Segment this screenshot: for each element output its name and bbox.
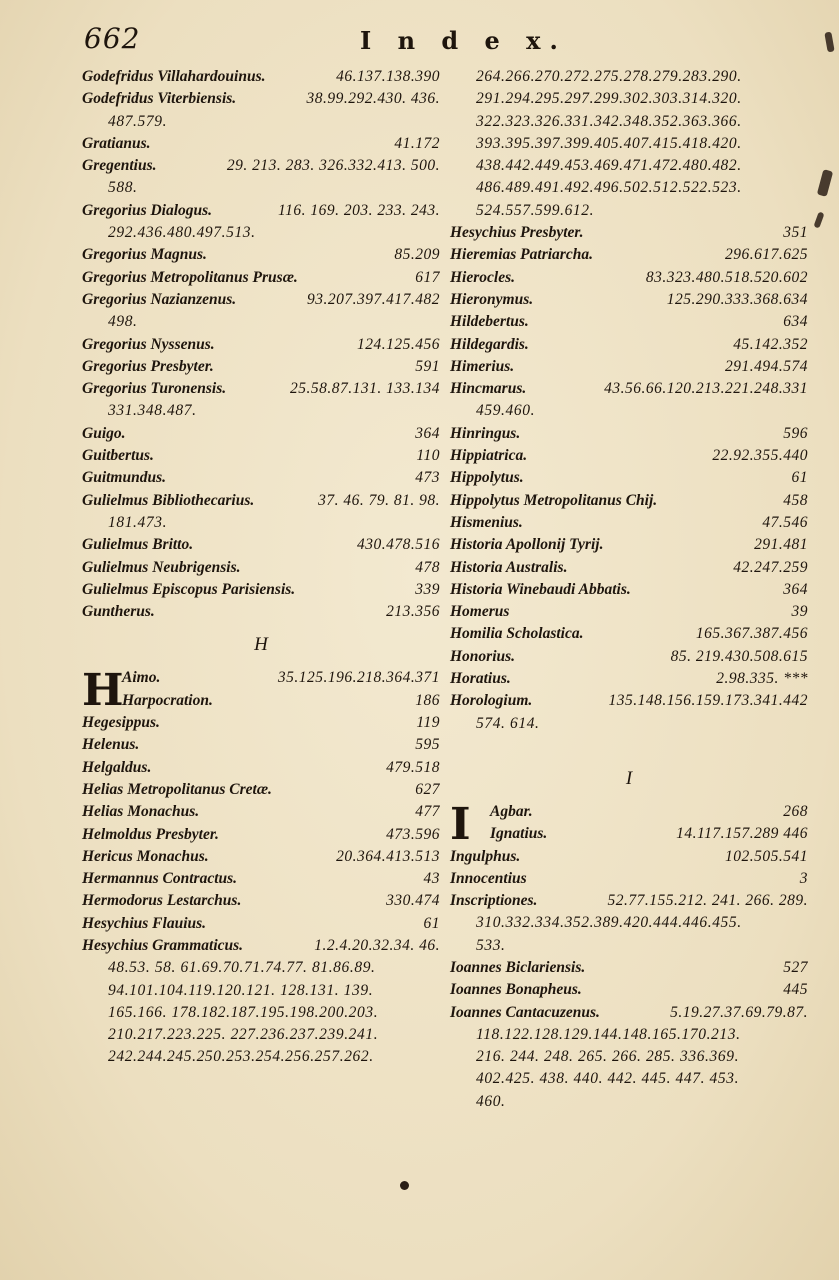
entry-refs: 473 <box>415 469 440 487</box>
index-entry <box>490 823 808 845</box>
entry-name: Hinringus. <box>450 424 521 442</box>
section-i-opening <box>450 798 808 850</box>
entry-name: Helias Metropolitanus Cretæ. <box>82 780 272 798</box>
entry-refs-continued: 165.166. 178.182.187.195.198.200.203. <box>108 1003 379 1021</box>
entry-name: Gregorius Magnus. <box>82 246 207 264</box>
entry-name: Historia Winebaudi Abbatis. <box>450 580 631 598</box>
entry-name: Gregorius Turonensis. <box>82 380 227 398</box>
entry-refs: 37. 46. 79. 81. 98. <box>318 491 440 509</box>
entry-refs: 47.546 <box>762 513 808 531</box>
index-entry <box>82 289 440 311</box>
index-entry <box>450 222 808 244</box>
entry-refs: 61 <box>423 914 440 932</box>
entry-refs-continued: 459.460. <box>476 402 536 420</box>
index-entry <box>82 356 440 378</box>
entry-refs: 124.125.456 <box>357 335 440 353</box>
entry-refs: 364 <box>415 424 440 442</box>
index-entry <box>450 690 808 712</box>
entry-name: Hippolytus Metropolitanus Chij. <box>450 491 658 509</box>
entry-name: Hildegardis. <box>450 335 529 353</box>
entry-name: Hermodorus Lestarchus. <box>82 892 242 910</box>
entry-refs: 364 <box>783 580 808 598</box>
index-entry <box>450 356 808 378</box>
index-entry <box>82 601 440 623</box>
right-column <box>450 66 808 1113</box>
index-entry <box>450 267 808 289</box>
entry-refs-continued: 292.436.480.497.513. <box>108 224 256 242</box>
index-entry <box>450 1002 808 1024</box>
index-entry <box>450 311 808 333</box>
index-entry <box>82 490 440 512</box>
entry-refs: 1.2.4.20.32.34. 46. <box>314 936 440 954</box>
index-entry <box>450 979 808 1001</box>
index-entry <box>450 601 808 623</box>
entry-name: Hismenius. <box>450 513 523 531</box>
entry-refs-continued: 524.557.599.612. <box>476 201 595 219</box>
index-entry <box>82 244 440 266</box>
entry-refs: 125.290.333.368.634 <box>666 290 808 308</box>
entry-refs-continued: 331.348.487. <box>108 402 197 420</box>
section-letter-h: H <box>254 634 268 656</box>
index-entry <box>450 579 808 601</box>
entry-refs: 339 <box>415 580 440 598</box>
entry-refs-continued: 588. <box>108 179 138 197</box>
entry-refs: 119 <box>416 714 440 732</box>
index-entry <box>450 623 808 645</box>
entry-name: Gulielmus Bibliothecarius. <box>82 491 255 509</box>
index-entry <box>122 667 440 689</box>
index-entry <box>82 133 440 155</box>
index-entry <box>82 423 440 445</box>
index-entry <box>82 757 440 779</box>
ink-blot <box>813 211 824 228</box>
entry-name: Ingulphus. <box>450 847 521 865</box>
drop-cap-h: H <box>82 665 124 717</box>
index-entry <box>450 490 808 512</box>
entry-name: Hierocles. <box>450 268 515 286</box>
entry-refs: 477 <box>415 803 440 821</box>
entry-name: Gulielmus Neubrigensis. <box>82 558 241 576</box>
entry-name: Helias Monachus. <box>82 803 200 821</box>
entry-name: Gregorius Presbyter. <box>82 357 214 375</box>
index-entry <box>490 801 808 823</box>
entry-name: Harpocration. <box>122 691 213 709</box>
entry-refs: 2.98.335. *** <box>716 670 808 688</box>
entry-name: Hesychius Presbyter. <box>450 224 584 242</box>
index-entry <box>450 646 808 668</box>
entry-name: Gregorius Nazianzenus. <box>82 290 237 308</box>
entry-refs: 29. 213. 283. 326.332.413. 500. <box>226 157 440 175</box>
entry-refs: 110 <box>416 447 440 465</box>
entry-refs: 291.494.574 <box>725 357 808 375</box>
entry-name: Helgaldus. <box>82 758 152 776</box>
index-entry <box>82 445 440 467</box>
entry-refs-continued: 322.323.326.331.342.348.352.363.366. <box>476 112 742 130</box>
entry-refs: 35.125.196.218.364.371 <box>277 669 440 687</box>
entry-name: Hegesippus. <box>82 714 160 732</box>
left-column <box>82 66 440 1069</box>
entry-refs-continued: 460. <box>476 1092 506 1110</box>
index-entry <box>82 846 440 868</box>
index-entry <box>450 445 808 467</box>
index-entry <box>82 779 440 801</box>
entry-refs-continued: 291.294.295.297.299.302.303.314.320. <box>476 90 742 108</box>
entry-name: Ioannes Bonapheus. <box>450 981 582 999</box>
entry-name: Honorius. <box>450 647 516 665</box>
entry-refs-continued: 210.217.223.225. 227.236.237.239.241. <box>108 1026 379 1044</box>
entry-refs: 596 <box>783 424 808 442</box>
index-list-h-first <box>82 665 440 717</box>
index-entry <box>82 712 440 734</box>
ink-blot <box>817 169 833 197</box>
entry-refs: 479.518 <box>386 758 440 776</box>
entry-refs: 3 <box>799 869 808 887</box>
index-entry <box>450 423 808 445</box>
entry-name: Gregentius. <box>82 157 157 175</box>
index-entry <box>82 801 440 823</box>
entry-refs-continued: 574. 614. <box>476 714 540 732</box>
index-entry <box>450 957 808 979</box>
entry-refs: 93.207.397.417.482 <box>307 290 440 308</box>
entry-refs: 43.56.66.120.213.221.248.331 <box>604 380 808 398</box>
index-list-g <box>82 66 440 623</box>
entry-name: Hieremias Patriarcha. <box>450 246 593 264</box>
entry-refs-continued: 486.489.491.492.496.502.512.522.523. <box>476 179 742 197</box>
running-title: I n d e x. <box>360 26 567 55</box>
entry-name: Hippolytus. <box>450 469 524 487</box>
entry-refs: 165.367.387.456 <box>695 625 808 643</box>
entry-refs: 43 <box>423 870 440 888</box>
index-entry <box>82 334 440 356</box>
entry-name: Guitbertus. <box>82 447 154 465</box>
entry-refs: 135.148.156.159.173.341.442 <box>608 692 808 710</box>
index-entry <box>82 66 440 88</box>
entry-refs: 38.99.292.430. 436. <box>306 90 440 108</box>
index-entry <box>82 935 440 957</box>
entry-refs-continued: 533. <box>476 936 506 954</box>
entry-name: Helenus. <box>82 736 140 754</box>
index-entry <box>82 155 440 177</box>
index-list-h2 <box>450 222 808 735</box>
index-entry <box>450 534 808 556</box>
entry-refs-continued: 264.266.270.272.275.278.279.283.290. <box>476 68 742 85</box>
entry-refs: 595 <box>415 736 440 754</box>
entry-refs: 61 <box>791 469 808 487</box>
entry-refs: 591 <box>415 357 440 375</box>
entry-name: Ioannes Cantacuzenus. <box>450 1003 600 1021</box>
entry-refs: 116. 169. 203. 233. 243. <box>278 201 440 219</box>
entry-name: Horologium. <box>450 692 533 710</box>
entry-refs-continued: 402.425. 438. 440. 442. 445. 447. 453. <box>476 1070 740 1088</box>
entry-name: Agbar. <box>490 802 533 820</box>
entry-name: Helmoldus Presbyter. <box>82 825 219 843</box>
entry-refs-continued: 310.332.334.352.389.420.444.446.455. <box>476 914 742 932</box>
index-entry <box>82 534 440 556</box>
entry-name: Hippiatrica. <box>450 447 528 465</box>
index-entry <box>82 557 440 579</box>
index-entry <box>450 557 808 579</box>
index-list-i-first <box>450 798 808 850</box>
entry-refs: 617 <box>415 268 440 286</box>
drop-cap-i: I <box>450 798 471 850</box>
entry-name: Guntherus. <box>82 603 155 621</box>
entry-refs-continued: 242.244.245.250.253.254.256.257.262. <box>108 1048 374 1066</box>
entry-name: Guigo. <box>82 424 126 442</box>
entry-name: Guitmundus. <box>82 469 167 487</box>
entry-refs-continued: 118.122.128.129.144.148.165.170.213. <box>476 1025 741 1043</box>
index-list-i <box>450 846 808 1114</box>
entry-name: Ignatius. <box>490 825 548 843</box>
entry-name: Gratianus. <box>82 134 151 152</box>
continuation-block <box>450 66 808 222</box>
entry-refs: 41.172 <box>394 134 440 152</box>
entry-refs-continued: 216. 244. 248. 265. 266. 285. 336.369. <box>476 1048 740 1066</box>
entry-refs: 634 <box>783 313 808 331</box>
index-entry <box>82 200 440 222</box>
entry-refs: 85.209 <box>394 246 440 264</box>
entry-refs-continued: 94.101.104.119.120.121. 128.131. 139. <box>108 981 374 999</box>
index-entry <box>82 913 440 935</box>
entry-name: Horatius. <box>450 670 511 688</box>
entry-refs: 14.117.157.289 446 <box>676 825 808 843</box>
entry-refs: 52.77.155.212. 241. 266. 289. <box>607 892 808 910</box>
index-entry <box>82 267 440 289</box>
index-entry <box>82 88 440 110</box>
entry-name: Hericus Monachus. <box>82 847 209 865</box>
index-entry <box>450 512 808 534</box>
index-entry <box>82 734 440 756</box>
index-entry <box>82 824 440 846</box>
entry-refs-continued: 181.473. <box>108 513 168 531</box>
entry-refs: 20.364.413.513 <box>336 847 440 865</box>
entry-name: Ioannes Biclariensis. <box>450 958 586 976</box>
entry-refs: 430.478.516 <box>357 536 440 554</box>
index-entry <box>450 378 808 400</box>
entry-name: Homerus <box>450 603 510 621</box>
index-entry <box>450 289 808 311</box>
index-entry <box>450 244 808 266</box>
entry-name: Hesychius Flauius. <box>82 914 207 932</box>
entry-name: Gregorius Dialogus. <box>82 201 213 219</box>
entry-refs: 291.481 <box>754 536 808 554</box>
index-entry <box>450 890 808 912</box>
entry-name: Gulielmus Britto. <box>82 536 194 554</box>
index-entry <box>82 378 440 400</box>
entry-refs: 102.505.541 <box>725 847 808 865</box>
entry-name: Godefridus Villahardouinus. <box>82 68 266 85</box>
entry-refs-continued: 48.53. 58. 61.69.70.71.74.77. 81.86.89. <box>108 959 376 977</box>
entry-refs: 473.596 <box>386 825 440 843</box>
entry-refs: 39 <box>791 603 808 621</box>
index-entry <box>450 467 808 489</box>
entry-refs: 478 <box>415 558 440 576</box>
index-list-h <box>82 712 440 1069</box>
entry-refs-continued: 487.579. <box>108 112 168 130</box>
entry-refs: 445 <box>783 981 808 999</box>
index-entry <box>450 846 808 868</box>
entry-refs: 330.474 <box>386 892 440 910</box>
entry-refs: 213.356 <box>386 603 440 621</box>
index-entry <box>450 868 808 890</box>
entry-refs: 85. 219.430.508.615 <box>670 647 808 665</box>
entry-refs: 458 <box>783 491 808 509</box>
entry-refs: 5.19.27.37.69.79.87. <box>670 1003 808 1021</box>
entry-name: Historia Apollonij Tyrij. <box>450 536 604 554</box>
entry-refs-continued: 498. <box>108 313 138 331</box>
entry-refs: 42.247.259 <box>733 558 808 576</box>
entry-name: Godefridus Viterbiensis. <box>82 90 237 108</box>
entry-name: Gulielmus Episcopus Parisiensis. <box>82 580 296 598</box>
index-entry <box>450 334 808 356</box>
entry-name: Hesychius Grammaticus. <box>82 936 244 954</box>
entry-name: Gregorius Nyssenus. <box>82 335 215 353</box>
entry-refs: 296.617.625 <box>725 246 808 264</box>
index-entry <box>82 467 440 489</box>
entry-name: Aimo. <box>122 669 161 687</box>
index-entry <box>122 690 440 712</box>
entry-name: Innocentius <box>450 869 527 887</box>
entry-refs: 527 <box>783 958 808 976</box>
entry-refs: 268 <box>783 802 808 820</box>
entry-name: Homilia Scholastica. <box>450 625 584 643</box>
entry-name: Hincmarus. <box>450 380 527 398</box>
entry-name: Hieronymus. <box>450 290 534 308</box>
entry-refs: 627 <box>415 780 440 798</box>
printer-dot <box>400 1181 409 1190</box>
entry-name: Historia Australis. <box>450 558 568 576</box>
index-entry <box>82 579 440 601</box>
index-entry <box>82 890 440 912</box>
entry-name: Hildebertus. <box>450 313 529 331</box>
entry-refs: 186 <box>415 691 440 709</box>
entry-name: Himerius. <box>450 357 515 375</box>
index-entry <box>82 868 440 890</box>
entry-refs: 83.323.480.518.520.602 <box>645 268 808 286</box>
entry-refs: 45.142.352 <box>733 335 808 353</box>
entry-refs: 46.137.138.390 <box>336 68 440 85</box>
entry-name: Gregorius Metropolitanus Prusæ. <box>82 268 298 286</box>
entry-name: Inscriptiones. <box>450 892 538 910</box>
entry-refs: 22.92.355.440 <box>712 447 808 465</box>
entry-name: Hermannus Contractus. <box>82 870 238 888</box>
page-number: 662 <box>84 22 141 55</box>
entry-refs-continued: 393.395.397.399.405.407.415.418.420. <box>476 134 742 152</box>
ink-blot <box>824 32 834 53</box>
entry-refs: 25.58.87.131. 133.134 <box>290 380 440 398</box>
index-entry <box>450 668 808 690</box>
entry-refs: 351 <box>783 224 808 242</box>
section-letter-i: I <box>625 767 633 789</box>
section-h-opening <box>82 665 440 717</box>
entry-refs-continued: 438.442.449.453.469.471.472.480.482. <box>476 157 742 175</box>
